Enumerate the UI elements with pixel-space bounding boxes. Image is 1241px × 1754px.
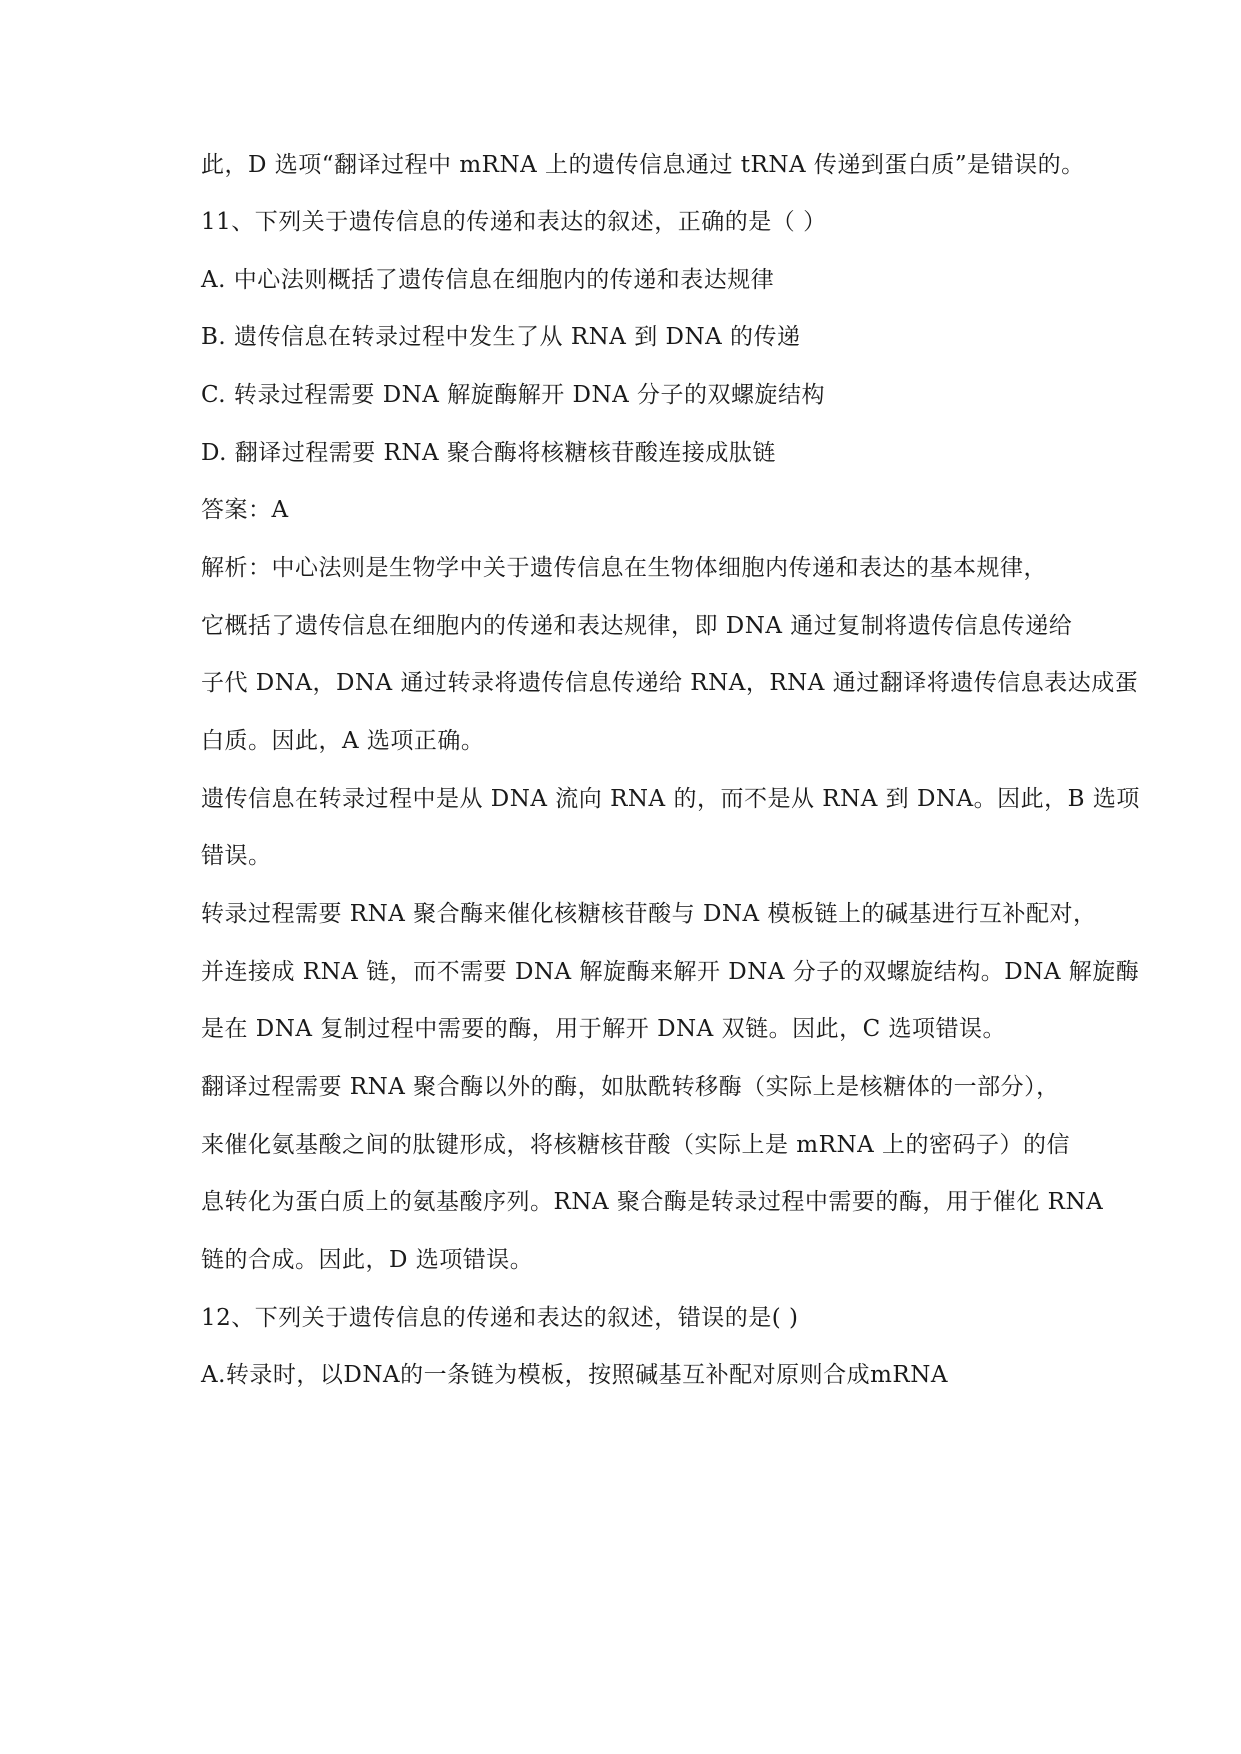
explanation-line: 解析：中心法则是生物学中关于遗传信息在生物体细胞内传递和表达的基本规律，	[201, 555, 1047, 581]
explanation-line: 息转化为蛋白质上的氨基酸序列。RNA 聚合酶是转录过程中需要的酶，用于催化 RNA	[201, 1189, 1104, 1215]
explanation-line: 来催化氨基酸之间的肽键形成，将核糖核苷酸（实际上是 mRNA 上的密码子）的信	[201, 1132, 1070, 1158]
explanation-line: 它概括了遗传信息在细胞内的传递和表达规律，即 DNA 通过复制将遗传信息传递给	[201, 613, 1073, 639]
question-12-stem: 12、下列关于遗传信息的传递和表达的叙述，错误的是( )	[201, 1305, 799, 1331]
question-11-answer: 答案：A	[201, 497, 289, 523]
question-12-option-a: A.转录时，以DNA的一条链为模板，按照碱基互补配对原则合成mRNA	[201, 1362, 948, 1388]
question-11-option-a: A. 中心法则概括了遗传信息在细胞内的传递和表达规律	[201, 267, 775, 293]
explanation-line: 并连接成 RNA 链，而不需要 DNA 解旋酶来解开 DNA 分子的双螺旋结构。DNA 解旋酶	[201, 959, 1140, 985]
explanation-line: 子代 DNA，DNA 通过转录将遗传信息传递给 RNA，RNA 通过翻译将遗传信息表达成蛋	[201, 670, 1139, 696]
explanation-line: 是在 DNA 复制过程中需要的酶，用于解开 DNA 双链。因此，C 选项错误。	[201, 1016, 1007, 1042]
explanation-line: 白质。因此，A 选项正确。	[201, 728, 485, 754]
question-11-option-c: C. 转录过程需要 DNA 解旋酶解开 DNA 分子的双螺旋结构	[201, 382, 825, 408]
question-11-stem: 11、下列关于遗传信息的传递和表达的叙述，正确的是（ ）	[201, 209, 827, 235]
explanation-line: 链的合成。因此，D 选项错误。	[201, 1247, 534, 1273]
explanation-line: 错误。	[201, 843, 272, 869]
explanation-line: 遗传信息在转录过程中是从 DNA 流向 RNA 的，而不是从 RNA 到 DNA。因此，B 选项	[201, 786, 1140, 812]
text-line-continuation: 此，D 选项“翻译过程中 mRNA 上的遗传信息通过 tRNA 传递到蛋白质”是错误的。	[201, 152, 1085, 178]
explanation-line: 转录过程需要 RNA 聚合酶来催化核糖核苷酸与 DNA 模板链上的碱基进行互补配对，	[201, 901, 1097, 927]
explanation-line: 翻译过程需要 RNA 聚合酶以外的酶，如肽酰转移酶（实际上是核糖体的一部分），	[201, 1074, 1060, 1100]
question-11-option-d: D. 翻译过程需要 RNA 聚合酶将核糖核苷酸连接成肽链	[201, 440, 776, 466]
question-11-option-b: B. 遗传信息在转录过程中发生了从 RNA 到 DNA 的传递	[201, 324, 801, 350]
